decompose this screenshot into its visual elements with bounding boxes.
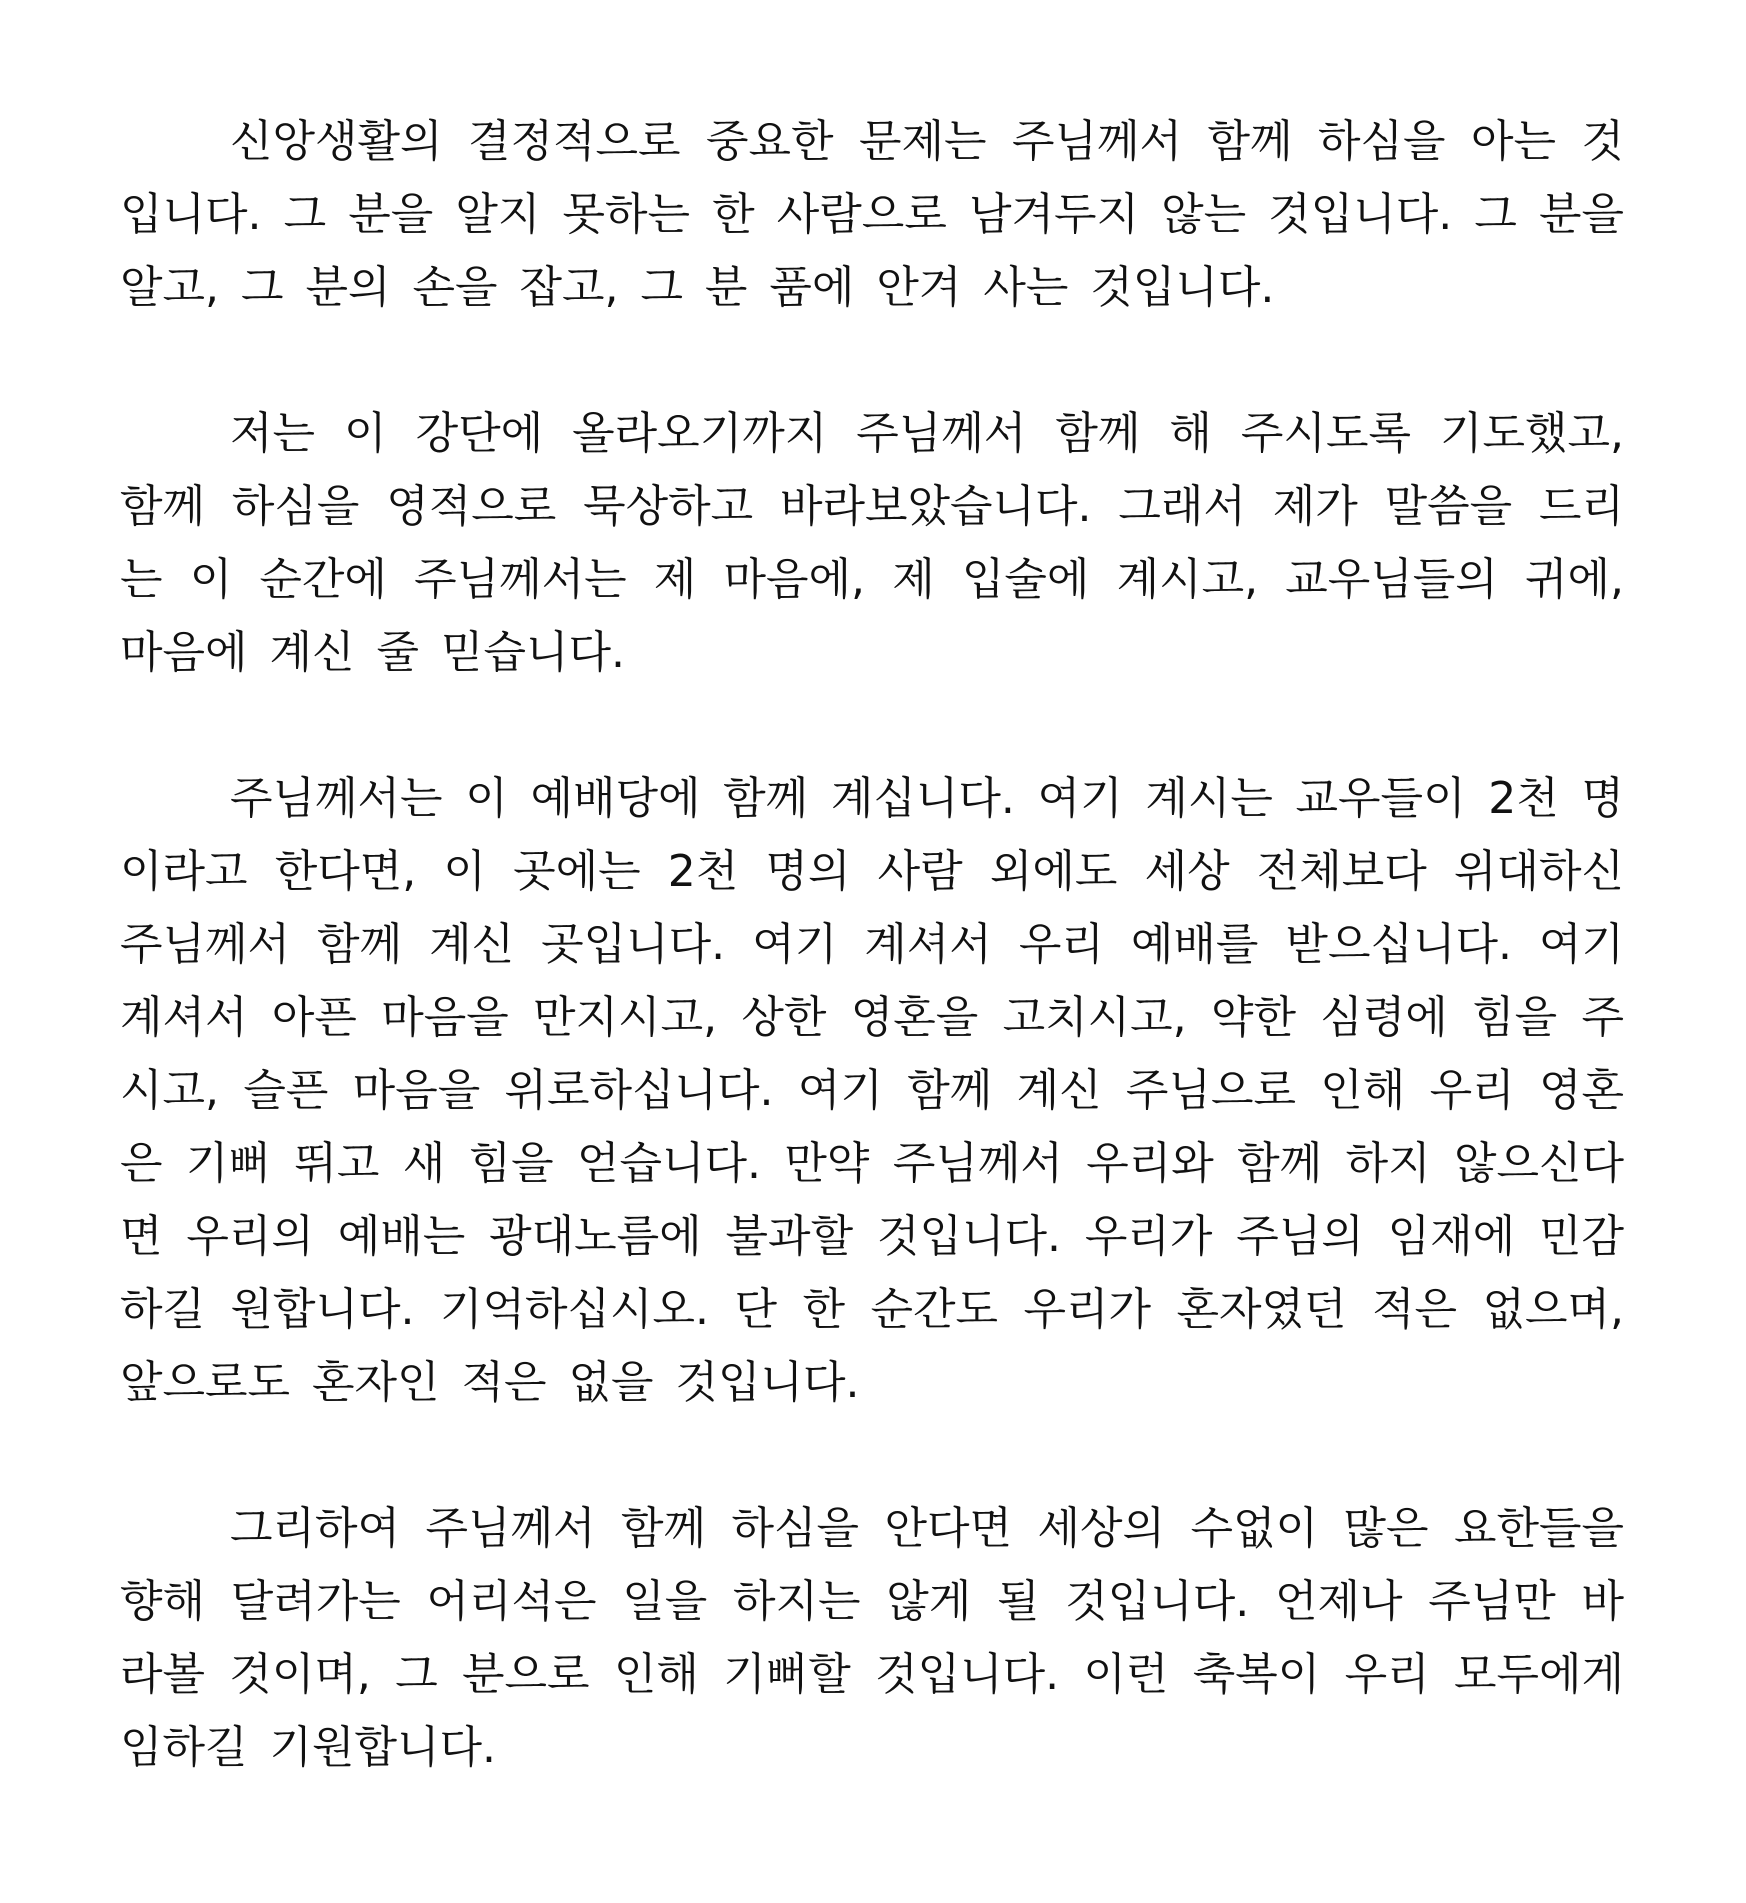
paragraph-2: 저는 이 강단에 올라오기까지 주님께서 함께 해 주시도록 기도했고, 함께 하심을 영적으로 묵상하고 바라보았습니다. 그래서 제가 말씀을 드리는 이 순간에 주님께서는 제 마음에, 제 입술에 계시고, 교우님들의 귀에, 마음에 계신 줄 믿습니다.	[120, 408, 1624, 678]
paragraph-4: 그리하여 주님께서 함께 하심을 안다면 세상의 수없이 많은 요한들을 향해 달려가는 어리석은 일을 하지는 않게 될 것입니다. 언제나 주님만 바라볼 것이며, 그 분으로 인해 기뻐할 것입니다. 이런 축복이 우리 모두에게 임하길 기원합니다.	[120, 1503, 1624, 1773]
paragraph-3: 주님께서는 이 예배당에 함께 계십니다. 여기 계시는 교우들이 2천 명이라고 한다면, 이 곳에는 2천 명의 사람 외에도 세상 전체보다 위대하신 주님께서 함께 계신 곳입니다. 여기 계셔서 우리 예배를 받으십니다. 여기 계셔서 아픈 마음을 만지시고, 상한 영혼을 고치시고, 약한 심령에 힘을 주시고, 슬픈 마음을 위로하십니다. 여기 함께 계신 주님으로 인해 우리 영혼은 기뻐 뛰고 새 힘을 얻습니다. 만약 주님께서 우리와 함께 하지 않으신다면 우리의 예배는 광대노름에 불과할 것입니다. 우리가 주님의 임재에 민감하길 원합니다. 기억하십시오. 단 한 순간도 우리가 혼자였던 적은 없으며, 앞으로도 혼자인 적은 없을 것입니다.	[120, 773, 1625, 1408]
paragraph-1: 신앙생활의 결정적으로 중요한 문제는 주님께서 함께 하심을 아는 것입니다. 그 분을 알지 못하는 한 사람으로 남겨두지 않는 것입니다. 그 분을 알고, 그 분의 손을 잡고, 그 분 품에 안겨 사는 것입니다.	[120, 116, 1624, 313]
document-body	[120, 105, 1624, 1784]
